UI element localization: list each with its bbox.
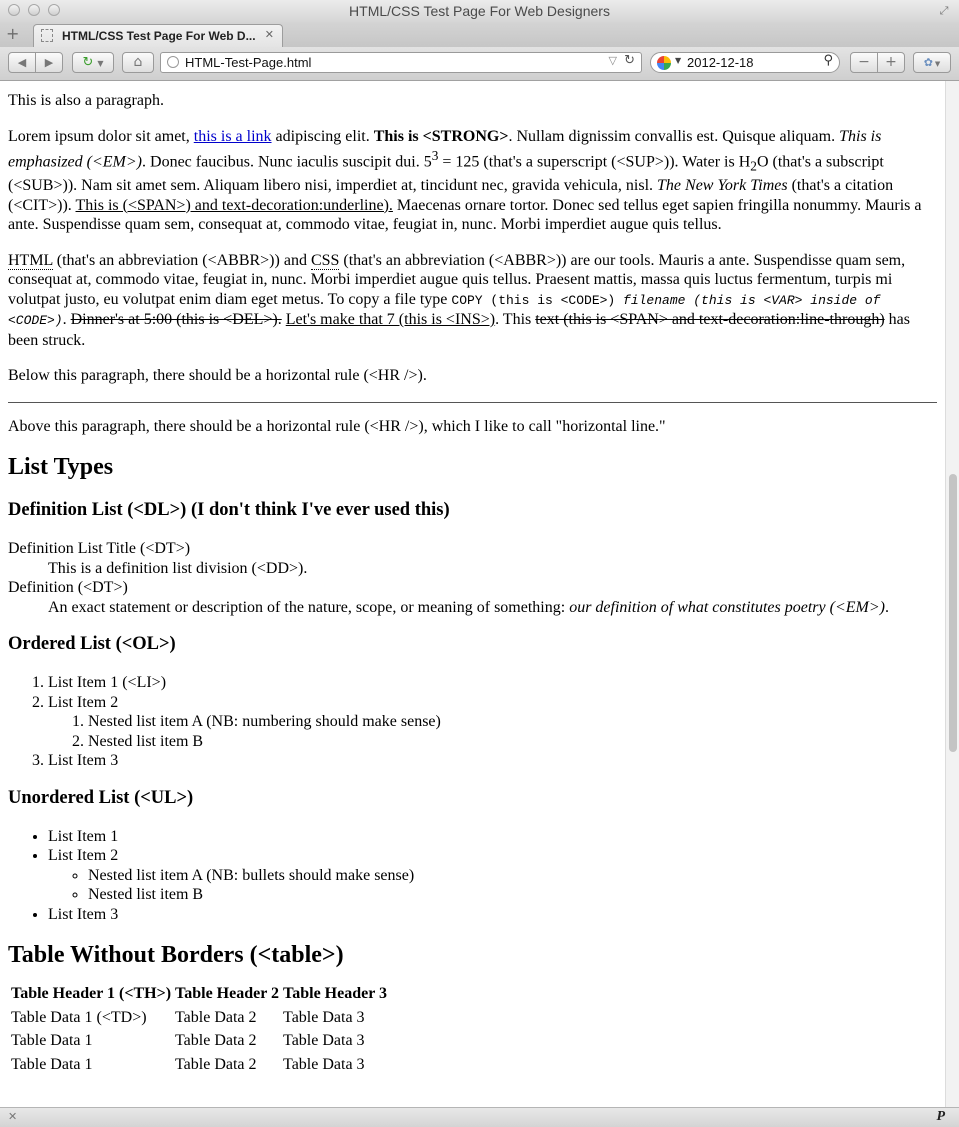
- definition-description: This is a definition list division (<DD>).: [48, 559, 308, 577]
- zoom-out-button[interactable]: −: [850, 52, 878, 73]
- ordered-list: [8, 673, 937, 771]
- list-item-label: List Item 2: [48, 693, 119, 711]
- tab-label: HTML/CSS Test Page For Web D...: [62, 29, 256, 43]
- reload-icon[interactable]: ↻: [624, 53, 635, 68]
- home-icon: ⌂: [133, 54, 143, 70]
- paragraph-abbr-code: [8, 251, 937, 351]
- tab-close-icon[interactable]: ✕: [264, 28, 274, 41]
- text: (that's an abbreviation (<ABBR>)) and: [52, 251, 311, 269]
- example-link[interactable]: this is a link: [193, 127, 272, 145]
- text: adipiscing elit.: [271, 127, 374, 145]
- text: (that's an abbreviation (<ABBR>)) are our tools. Mauris a ante. Suspendisse quam sem, consequat at, commodo vitae, feugiat in, nunc. Morbi imperdiet augue quis tellus. Praesent mattis, massa quis luctus fermentum, turpis mi volutpat justo, eu volutpat enim diam eget metus. To copy a file type: [8, 251, 906, 308]
- page-content: [0, 81, 945, 1077]
- title-bar: [0, 0, 959, 23]
- text: Lorem ipsum dolor sit amet,: [8, 127, 194, 145]
- close-statusbar-icon[interactable]: ✕: [8, 1110, 18, 1123]
- heading-definition-list: Definition List (<DL>) (I don't think I've ever used this): [8, 500, 450, 521]
- table-row: [10, 1054, 388, 1076]
- nested-list-item: ◦ Nested list item A (NB: bullets should make sense): [88, 866, 937, 886]
- addon-logo-icon[interactable]: P: [936, 1109, 945, 1124]
- struck-text: text (this is <SPAN> and text-decoration:line-through): [535, 311, 885, 329]
- text: . Nullam dignissim convallis est. Quisque aliquam.: [508, 127, 840, 145]
- table-without-borders: [8, 981, 390, 1077]
- table-row: [10, 1030, 388, 1052]
- list-item: • List Item 3: [48, 905, 937, 925]
- horizontal-rule: [8, 402, 937, 403]
- deleted-text: Dinner's at 5:00 (this is <DEL>).: [70, 311, 282, 329]
- navigation-toolbar: [0, 47, 959, 81]
- google-icon[interactable]: [657, 56, 671, 70]
- code-text: COPY (this is <CODE>): [451, 292, 624, 308]
- list-item-label: List Item 2: [48, 847, 119, 865]
- nested-unordered-list: [48, 866, 937, 905]
- scrollbar-thumb[interactable]: [949, 474, 957, 752]
- forward-button[interactable]: [35, 52, 63, 73]
- addon-icon: ✿: [923, 56, 933, 69]
- list-item: 1. List Item 1 (<LI>): [48, 673, 937, 693]
- emphasized-text: This is emphasized (<EM>): [8, 127, 882, 171]
- tab-bar: [0, 22, 959, 48]
- table-cell: Table Data 3: [283, 1055, 365, 1073]
- paragraph: [8, 366, 937, 386]
- unordered-list: [8, 827, 937, 925]
- green-reload-icon: ↻: [82, 55, 94, 70]
- text: An exact statement or description of the nature, scope, or meaning of something:: [48, 598, 570, 616]
- paragraph-text: Below this paragraph, there should be a horizontal rule (<HR />).: [8, 367, 427, 385]
- list-item: 3. List Item 3: [48, 751, 937, 771]
- table-cell: Table Data 1 (<TD>): [11, 1008, 147, 1026]
- emphasized-text: our definition of what constitutes poetry (<EM>): [569, 598, 885, 616]
- table-header-cell: Table Header 1 (<TH>): [11, 985, 172, 1003]
- text: has been struck.: [8, 311, 910, 349]
- back-icon: ◀: [17, 56, 27, 69]
- back-button[interactable]: [8, 52, 36, 73]
- forward-icon: ▶: [44, 56, 54, 69]
- vertical-scrollbar[interactable]: [945, 81, 959, 1107]
- list-item: [48, 846, 937, 905]
- superscript: 3: [431, 148, 439, 163]
- abbr-css: CSS: [310, 251, 340, 269]
- url-text: HTML-Test-Page.html: [185, 55, 312, 70]
- tab-active[interactable]: [33, 24, 283, 47]
- definition-list: [8, 539, 937, 617]
- window-title: HTML/CSS Test Page For Web Designers: [349, 3, 610, 19]
- definition-term: Definition List Title (<DT>): [8, 540, 191, 558]
- text: . This: [495, 311, 536, 329]
- table-cell: Table Data 1: [11, 1032, 93, 1050]
- paragraph-text: Above this paragraph, there should be a horizontal rule (<HR />), which I like to call "horizontal line.": [8, 417, 666, 435]
- list-item: [48, 693, 937, 752]
- abbr-html: HTML: [8, 251, 53, 269]
- heading-ordered-list: Ordered List (<OL>): [8, 634, 176, 655]
- nested-list-item: 1. Nested list item A (NB: numbering should make sense): [88, 712, 937, 732]
- text: .: [884, 598, 889, 616]
- paragraph: [8, 417, 937, 437]
- paragraph-inline-elements: [8, 127, 937, 235]
- definition-term: Definition (<DT>): [8, 579, 128, 597]
- new-tab-button[interactable]: +: [6, 24, 20, 43]
- home-button[interactable]: [122, 52, 154, 73]
- subscript: 2: [750, 158, 757, 174]
- var-text: filename (this is <VAR> inside of <CODE>): [8, 292, 881, 329]
- text: (that's a citation (<CIT>)).: [8, 177, 894, 214]
- reload-addon-button[interactable]: [72, 52, 114, 73]
- inserted-text: Let's make that 7 (this is <INS>): [285, 311, 496, 329]
- history-dropdown-icon[interactable]: ▽: [608, 54, 617, 67]
- globe-icon: [167, 56, 179, 68]
- table-cell: Table Data 3: [283, 1008, 365, 1026]
- definition-description: [48, 598, 937, 618]
- heading-unordered-list: Unordered List (<UL>): [8, 787, 194, 808]
- table-header-row: [10, 983, 388, 1005]
- strong-text: This is <STRONG>: [373, 127, 509, 145]
- nested-list-item: 2. Nested list item B: [88, 732, 937, 752]
- list-item: • List Item 1: [48, 827, 937, 847]
- search-bar[interactable]: [650, 52, 840, 73]
- page-viewport[interactable]: [0, 81, 945, 1107]
- heading-list-types: List Types: [8, 454, 114, 481]
- search-icon[interactable]: ⚲: [823, 53, 833, 68]
- table-header-cell: Table Header 2: [175, 985, 280, 1003]
- text: . Donec faucibus. Nunc iaculis suscipit dui. 5: [142, 153, 432, 171]
- status-bar: [0, 1107, 959, 1127]
- url-bar[interactable]: [160, 52, 642, 73]
- text: .: [62, 311, 71, 329]
- nested-ordered-list: [48, 712, 937, 751]
- addon-button[interactable]: [913, 52, 951, 73]
- table-cell: Table Data 2: [175, 1008, 257, 1026]
- text: = 125 (that's a superscript (<SUP>)). Water is H: [438, 153, 751, 171]
- underlined-span: This is (<SPAN>) and text-decoration:underline).: [75, 196, 393, 214]
- citation: The New York Times: [657, 177, 788, 195]
- table-cell: Table Data 2: [175, 1055, 257, 1073]
- heading-table: Table Without Borders (<table>): [8, 942, 344, 969]
- chevron-down-icon: ▼: [934, 60, 941, 68]
- search-engine-dropdown-icon[interactable]: ▼: [675, 56, 682, 65]
- text: O (that's a subscript (<SUB>)). Nam sit amet sem. Aliquam libero nisi, imperdiet at, tincidunt nec, gravida vehicula, nisl.: [8, 153, 884, 195]
- chevron-down-icon: ▼: [97, 59, 104, 68]
- table-header-cell: Table Header 3: [283, 985, 388, 1003]
- fullscreen-icon[interactable]: ⤢: [939, 4, 949, 17]
- table-row: [10, 1007, 388, 1029]
- search-input[interactable]: 2012-12-18: [687, 55, 754, 70]
- text: Maecenas ornare tortor. Donec sed tellus eget sapien fringilla nonummy. Mauris a ante. Suspendisse quam sem, consequat at, commodo vitae, feugiat in, nunc. Morbi imperdiet augue quis tellus.: [8, 196, 922, 234]
- zoom-in-button[interactable]: +: [877, 52, 905, 73]
- table-cell: Table Data 2: [175, 1032, 257, 1050]
- table-cell: Table Data 3: [283, 1032, 365, 1050]
- nested-list-item: ◦ Nested list item B: [88, 885, 937, 905]
- paragraph: [8, 91, 937, 111]
- table-cell: Table Data 1: [11, 1055, 93, 1073]
- paragraph-text: This is also a paragraph.: [8, 92, 164, 109]
- page-favicon-icon: [41, 29, 53, 42]
